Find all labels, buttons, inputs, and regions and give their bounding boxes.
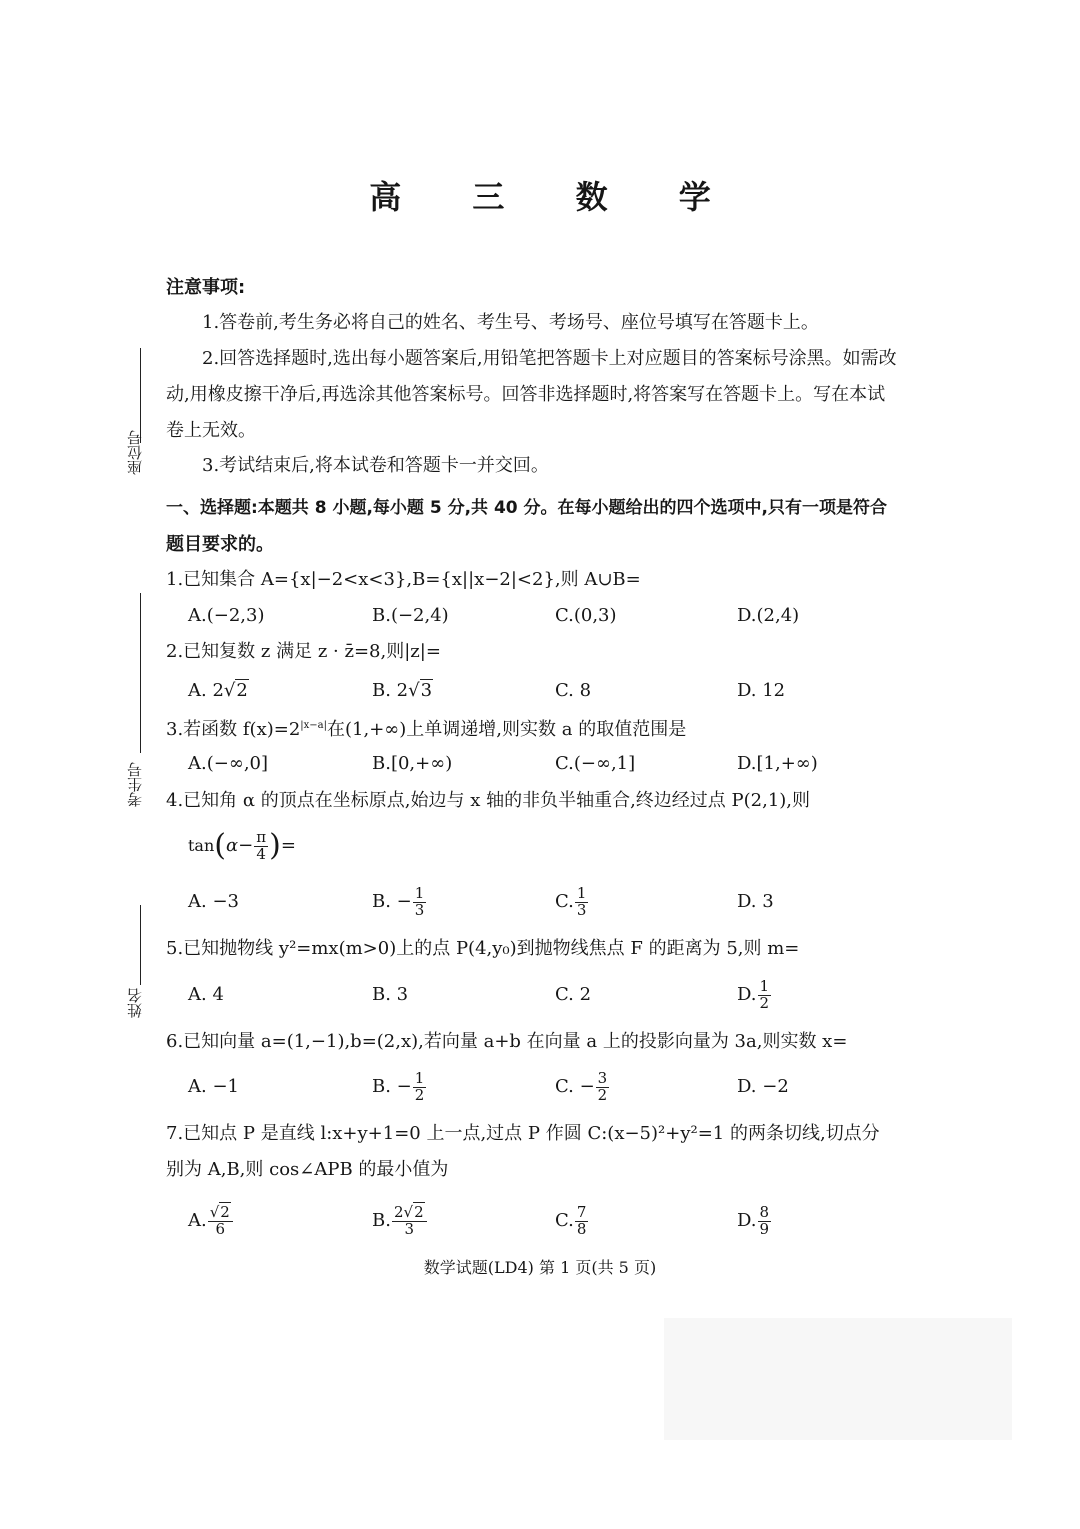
section-heading: 一、选择题:本题共 8 小题,每小题 5 分,共 40 分。在每小题给出的四个选项中,只有一项是符合 xyxy=(166,498,887,518)
name-line xyxy=(140,905,141,985)
q1-option-d: D.(2,4) xyxy=(737,605,800,626)
q7-option-d: D. $\frac{8}{9}$ xyxy=(737,1202,770,1238)
fraction: $\frac{\pi}{4}$ xyxy=(256,827,267,863)
q1-option-b: B.(−2,4) xyxy=(372,605,449,626)
q7-option-a: A. $\frac{√2}{6}$ xyxy=(188,1201,234,1241)
q6-stem: 6.已知向量 a=(1,−1),b=(2,x),若向量 a+b 在向量 a 上的投影向量为 3a,则实数 x= xyxy=(166,1031,848,1052)
q3-option-d: D.[1,+∞) xyxy=(737,753,818,774)
notice-heading: 注意事项: xyxy=(166,277,246,298)
page-footer: 数学试题(LD4) 第 1 页(共 5 页) xyxy=(423,1258,657,1277)
fraction: $\frac{√2}{6}$ xyxy=(208,1205,233,1238)
q6-option-c: C. − $\frac{3}{2}$ xyxy=(555,1068,608,1104)
notice-item-1: 1.答卷前,考生务必将自己的姓名、考生号、考场号、座位号填写在答题卡上。 xyxy=(202,312,819,333)
q3-stem: 3.若函数 $f(x)=2^{|x-a|}$在(1,+∞)上单调递增,则实数 a 的取值范围是 xyxy=(166,719,687,740)
q7-stem: 7.已知点 P 是直线 l:x+y+1=0 上一点,过点 P 作圆 C:(x−5)²+y²=1 的两条切线,切点分 xyxy=(166,1123,880,1144)
q4-option-d: D. 3 xyxy=(737,891,774,912)
q4-option-c: C. $\frac{1}{3}$ xyxy=(555,883,587,919)
q2-option-d: D. 12 xyxy=(737,680,786,701)
left-paren: ( xyxy=(214,828,226,863)
q1-stem: 1.已知集合 A={x|−2<x<3},B={x||x−2|<2},则 A∪B= xyxy=(166,569,641,590)
q3-option-b: B.[0,+∞) xyxy=(372,753,453,774)
q4-expression: tan ( α− $\frac{\pi}{4}$ ) = xyxy=(188,827,296,863)
q2-option-b: B. 2√3 xyxy=(372,680,433,701)
fraction: $\frac{1}{3}$ xyxy=(414,883,425,919)
q7-stem-cont: 别为 A,B,则 cos∠APB 的最小值为 xyxy=(166,1159,449,1180)
sqrt-sign: √3 xyxy=(408,680,433,701)
side-label-name: 姓名 xyxy=(126,988,144,1018)
q2-option-c: C. 8 xyxy=(555,680,592,701)
q1-option-a: A.(−2,3) xyxy=(188,605,265,626)
seat-line xyxy=(140,348,141,443)
sqrt-sign: √2 xyxy=(223,680,248,701)
fraction: $\frac{8}{9}$ xyxy=(759,1202,770,1238)
page-title: 高 三 数 学 xyxy=(369,178,741,216)
q3-option-a: A.(−∞,0] xyxy=(188,753,269,774)
q5-option-d: D. $\frac{1}{2}$ xyxy=(737,976,770,1012)
notice-item-2-cont: 动,用橡皮擦干净后,再选涂其他答案标号。回答非选择题时,将答案写在答题卡上。写在本试 xyxy=(166,384,886,405)
sqrt-sign: √2 xyxy=(403,1202,424,1221)
q4-option-b: B. − $\frac{1}{3}$ xyxy=(372,883,425,919)
q7-option-b: B. $\frac{2√2}{3}$ xyxy=(372,1201,428,1241)
q5-stem: 5.已知抛物线 y²=mx(m>0)上的点 P(4,y₀)到抛物线焦点 F 的距离为 5,则 m= xyxy=(166,938,800,959)
fraction: $\frac{7}{8}$ xyxy=(576,1202,587,1238)
sqrt-sign: √2 xyxy=(209,1202,230,1221)
q7-option-c: C. $\frac{7}{8}$ xyxy=(555,1202,587,1238)
q5-option-a: A. 4 xyxy=(188,984,224,1005)
q6-option-a: A. −1 xyxy=(188,1076,239,1097)
q5-option-b: B. 3 xyxy=(372,984,409,1005)
side-label-seat: 座位号 xyxy=(126,430,144,475)
q3-option-c: C.(−∞,1] xyxy=(555,753,636,774)
section-heading-cont: 题目要求的。 xyxy=(166,534,274,555)
notice-item-2-end: 卷上无效。 xyxy=(166,420,256,441)
fraction: $\frac{2√2}{3}$ xyxy=(392,1205,427,1238)
scan-patch xyxy=(664,1318,1012,1440)
q4-option-a: A. −3 xyxy=(188,891,239,912)
fraction: $\frac{1}{2}$ xyxy=(759,976,770,1012)
fraction: $\frac{1}{2}$ xyxy=(414,1068,425,1104)
q4-stem: 4.已知角 α 的顶点在坐标原点,始边与 x 轴的非负半轴重合,终边经过点 P(2,1),则 xyxy=(166,790,811,811)
q6-option-d: D. −2 xyxy=(737,1076,789,1097)
q1-option-c: C.(0,3) xyxy=(555,605,617,626)
notice-item-3: 3.考试结束后,将本试卷和答题卡一并交回。 xyxy=(202,455,549,476)
q2-stem: 2.已知复数 z 满足 z · z̄=8,则|z|= xyxy=(166,641,441,662)
q6-option-b: B. − $\frac{1}{2}$ xyxy=(372,1068,425,1104)
fraction: $\frac{1}{3}$ xyxy=(576,883,587,919)
q5-option-c: C. 2 xyxy=(555,984,592,1005)
right-paren: ) xyxy=(269,828,281,863)
exam-id-line xyxy=(140,593,141,753)
q2-option-a: A. 2√2 xyxy=(188,680,248,701)
notice-item-2: 2.回答选择题时,选出每小题答案后,用铅笔把答题卡上对应题目的答案标号涂黑。如需改 xyxy=(202,348,897,369)
fraction: $\frac{3}{2}$ xyxy=(597,1068,608,1104)
side-label-exam-id: 考生号 xyxy=(126,762,144,807)
